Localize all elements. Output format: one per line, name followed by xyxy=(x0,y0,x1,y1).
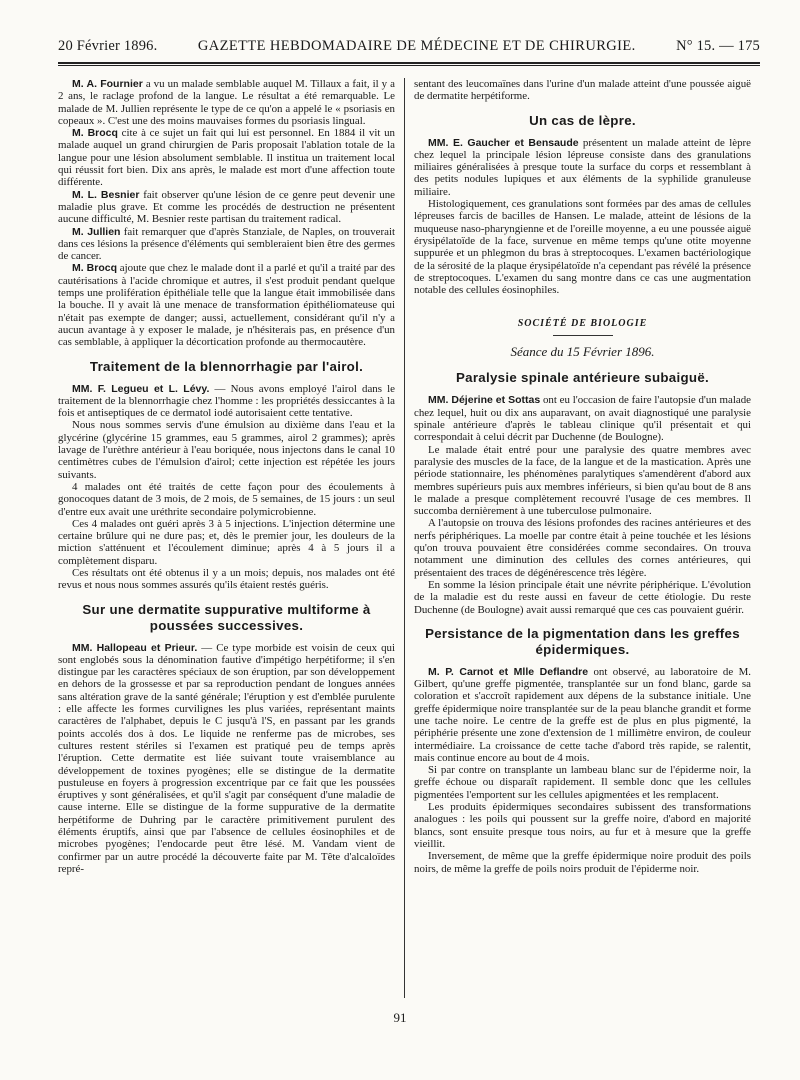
speaker-name: MM. E. Gaucher et Bensaude xyxy=(428,136,579,149)
paragraph-airol-4: Ces 4 malades ont guéri après 3 à 5 injections. L'injection détermine une certaine brûlure qui ne dure pas; et, dès le premier jour, les douleurs de la miction s'atténuent et l'écoulement diminue; après 4 à 5 jours il a complètement disparu. xyxy=(58,517,395,567)
paragraph-dejerine xyxy=(414,394,751,443)
paragraph-pigment-2: Si par contre on transplante un lambeau blanc sur de l'épiderme noir, la greffe échoue ou disparaît rapidement. Il semble donc que les cellules pigmentées l'emportent sur les cellules apigmentées et les remplacent. xyxy=(414,764,751,801)
speaker-name: MM. F. Legueu et L. Lévy. xyxy=(72,382,210,395)
paragraph-text: ont observé, au laboratoire de M. Gilbert, qu'une greffe pigmentée, transplantée sur un fond blanc, garde sa coloration et s'accroît rapidement aux dépens de la substance initiale. Une greffe épidermique noire transplantée sur de la peau blanche grandit et forme une tache noire. Le centre de la greffe est de plus en plus pigmenté, la périphérie présente une zone d'extension de 1 millimètre environ, de couleur intermédiaire. La croissance de cette tache d'abord très rapide, se ralentit, mais continue encore au bout de 4 mois. xyxy=(414,665,751,764)
paragraph-paralysie-2: Le malade était entré pour une paralysie des quatre membres avec paralysie des muscles de la face, de la langue et de la mastication. Après une période stationnaire, les phénomènes paralytiques s'amendèrent d'abord aux membres supérieurs puis aux membres inférieurs, si bien qu'au bout de 8 ans le malade a presque complètement recouvré l'usage de ces membres. Il succomba dernièrement à une tuberculose pulmonaire. xyxy=(414,443,751,518)
paragraph-pigment-3: Les produits épidermiques secondaires subissent des transformations analogues : les poils qui poussent sur la greffe noire, d'abord en majorité blancs, sont ensuite presque tous noirs, au fur et à mesure que la greffe vieillit. xyxy=(414,801,751,850)
journal-title: GAZETTE HEBDOMADAIRE DE MÉDECINE ET DE CHIRURGIE. xyxy=(197,38,636,54)
paragraph-legueu xyxy=(58,383,395,420)
speaker-name: M. L. Besnier xyxy=(72,188,140,201)
section-heading-dermatite: Sur une dermatite suppurative multiforme à poussées successives. xyxy=(82,601,371,633)
speaker-name: M. Brocq xyxy=(72,262,117,275)
two-column-body xyxy=(58,78,760,998)
society-heading: SOCIÉTÉ DE BIOLOGIE xyxy=(517,318,648,330)
section-heading-pigmentation: Persistance de la pigmentation dans les greffes épidermiques. xyxy=(425,625,740,657)
paragraph-text: — Ce type morbide est voisin de ceux qui sont englobés sous la dénomination fautive d'impétigo herpétiforme; il s'en distingue par les caractères spéciaux de son éruption, par son développement en dehors de la grossesse et par sa reproduction pendant de longues années sans altération grave de la santé générale; l'éruption y est d'emblée purulente : elle affecte les formes curvilignes les plus variées, représentant maints caractères de l'alphabet, depuis le C jusqu'à l'S, en passant par les grands points accolés dos à dos. Le liquide ne renferme pas de microbes, ses cultures restent stériles si l'examen est pratiqué peu de temps après l'éruption. Cette dermatite est liée suivant toute vraisemblance au développement de toxines pyogènes; elle se distingue de la dermatite pustuleuse en foyers à progression excentrique par ce fait que les poussées éruptives y sont généralisées, et qu'il s'agit par conséquent d'une maladie de cause interne. Elle se distingue de la forme suppurative de la dermatite herpétiforme de Duhring par le caractère primitivement purulent des éléments éruptifs, ainsi que par l'absence de cellules éosinophiles et de microbes pyogènes; l'endocarde peut être lésé. M. Vandam vient de confirmer par un autre procédé la découverte faite par M. Tête d'alcaloïdes repré- xyxy=(58,641,395,875)
paragraph-airol-2: Nous nous sommes servis d'une émulsion au dixième dans l'eau et la glycérine (glycérine 15 grammes, eau 5 grammes, airol 2 grammes); après lavage de l'urèthre antérieur à l'eau boriquée, nous injectons dans le canal 10 centimètres cubes de l'émulsion d'airol; cette injection est répétée les jours suivants. xyxy=(58,419,395,481)
issue-number: N° 15. — 175 xyxy=(676,38,760,54)
paragraph-text: présentent un malade atteint de lèpre chez lequel la principale lésion lépreuse consiste dans des granulations miliaires généralisées à presque toute la surface du corps et ressemblant à des petits nodules lupiques et aux éléments de la syphilide granuleuse miliaire. xyxy=(414,136,751,198)
speaker-name: MM. Déjerine et Sottas xyxy=(428,394,541,407)
seance-date: Séance du 15 Février 1896. xyxy=(510,344,655,360)
section-heading-lepre: Un cas de lèpre. xyxy=(529,112,636,128)
header-date: 20 Février 1896. xyxy=(58,38,158,54)
paragraph-airol-3: 4 malades ont été traités de cette façon pour des écoulements à gonocoques datant de 3 mois, de 2 mois, de 5 semaines, de 15 jours : un seul d'entre eux avait une uréthrite secondaire polymicrobienne. xyxy=(58,480,395,518)
paragraph-text: ont eu l'occasion de faire l'autopsie d'un malade chez lequel, huit ou dix ans auparavant, on avait diagnostiqué une paralysie spinale antérieure d'après le tableau clinique qu'il présentait et qui correspondait à celui décrit par Duchenne (de Boulogne). xyxy=(414,394,751,444)
paragraph-brocq-2 xyxy=(58,262,395,348)
paragraph-paralysie-4: En somme la lésion principale était une névrite périphérique. L'évolution de la maladie est du reste aussi en faveur de cette étiologie. Du reste Duchenne (de Boulogne) avait aussi remarqué que ces cas pouvaient guérir. xyxy=(414,578,751,616)
paragraph-text: fait observer qu'une lésion de ce genre peut devenir une maladie plus grave. Et comme les procédés de destruction ne présentent aucune difficulté, M. Besnier reste partisan du traitement radical. xyxy=(58,188,395,226)
paragraph-text: cite à ce sujet un fait qui lui est personnel. En 1884 il vit un malade auquel un grand chirurgien de Paris proposait l'ablation totale de la langue pour une lésion absolument semblable. Il institua un traitement local qui réussit fort bien. Dix ans après, le malade est mort d'une affection toute différente. xyxy=(58,127,395,189)
paragraph-continued: sentant des leucomaïnes dans l'urine d'un malade atteint d'une poussée aiguë de dermatite herpétiforme. xyxy=(414,78,751,103)
right-column xyxy=(405,78,751,998)
header-rule xyxy=(58,62,760,64)
paragraph-text: fait remarquer que d'après Stanziale, de Naples, on trouverait dans ces lésions la présence d'éléments qui sembleraient bien être des germes de cancer. xyxy=(58,225,395,263)
header-rule-thin xyxy=(58,65,760,66)
speaker-name: M. Jullien xyxy=(72,225,121,238)
paragraph-airol-5: Ces résultats ont été obtenus il y a un mois; depuis, nos malades ont été revus et nous nous sommes assurés qu'ils étaient restés guéris. xyxy=(58,566,395,592)
paragraph-gaucher xyxy=(414,137,751,198)
paragraph-text: ajoute que chez le malade dont il a parlé et qu'il a traité par des cautérisations à l'acide chromique et autres, il s'est produit pendant quelque temps une prolifération épithéliale telle que la langue était immobilisée dans la bouche. Il y avait là une menace de transformation épithéliomateuse qui n'était pas exempte de danger; aussi, actuellement, considérant qu'il n'y a aucun avantage à y exposer le malade, je n'hésiterais pas, en présence d'un cas semblable, à appliquer la décortication profonde au thermocautère. xyxy=(58,262,395,349)
paragraph-jullien xyxy=(58,226,395,263)
speaker-name: M. Brocq xyxy=(72,127,118,140)
paragraph-lepre-2: Histologiquement, ces granulations sont formées par des amas de cellules lépreuses farcis de bacilles de Hansen. Le malade, atteint de lésions de la muqueuse naso-pharyngienne et de l'oreille moyenne, a eu une poussée aiguë érysipélatoïde de la face, survenue en même temps qu'une otite moyenne suppurée et un phlegmon du bras à streptocoques. L'examen bactériologique de la sérosité de la plaque érysipélatoïde n'a cependant pas révélé la présence de streptocoques. L'examen du sang montre dans ce cas une augmentation notable des cellules éosinophiles. xyxy=(414,198,751,297)
speaker-name: MM. Hallopeau et Prieur. xyxy=(72,641,198,654)
paragraph-carnot xyxy=(414,666,751,764)
section-heading-airol: Traitement de la blennorrhagie par l'airol. xyxy=(89,358,364,374)
left-column xyxy=(58,78,404,998)
society-rule xyxy=(553,335,613,336)
running-head xyxy=(58,38,760,58)
paragraph-text: a vu un malade semblable auquel M. Tillaux a fait, il y a 2 ans, le raclage profond de la langue. Le résultat a été remarquable. Le malade de M. Jullien représente le type de ce qu'on a appelé le « psoriasis en copeaux ». C'est une des moins mauvaises formes du psoriasis lingual. xyxy=(58,78,395,127)
speaker-name: M. A. Fournier xyxy=(72,78,143,90)
paragraph-text: — Nous avons employé l'airol dans le traitement de la blennorrhagie chez l'homme : les propriétés dessiccantes à la fois et antiseptiques de ce dermatol iodé autorisaient cette tentative. xyxy=(58,382,395,420)
paragraph-brocq-1 xyxy=(58,127,395,188)
paragraph-fournier xyxy=(58,78,395,127)
speaker-name: M. P. Carnot et Mlle Deflandre xyxy=(428,665,589,678)
page-number: 91 xyxy=(393,1010,407,1025)
paragraph-pigment-4: Inversement, de même que la greffe épidermique noire produit des poils noirs, de même la greffe de poils noirs produit de l'épiderme noir. xyxy=(414,850,751,875)
paragraph-paralysie-3: A l'autopsie on trouva des lésions profondes des racines antérieures et des nerfs périphériques. La moelle par contre était à peine touchée et les lésions qu'on trouva pouvaient être considérées comme secondaires. On trouva notamment une diminution des cellules des cornes antérieures, qui présentaient des traces de dégénérescence très légère. xyxy=(414,517,751,579)
paragraph-hallopeau xyxy=(58,642,395,876)
section-heading-paralysie: Paralysie spinale antérieure subaiguë. xyxy=(455,370,710,386)
paragraph-besnier xyxy=(58,189,395,226)
